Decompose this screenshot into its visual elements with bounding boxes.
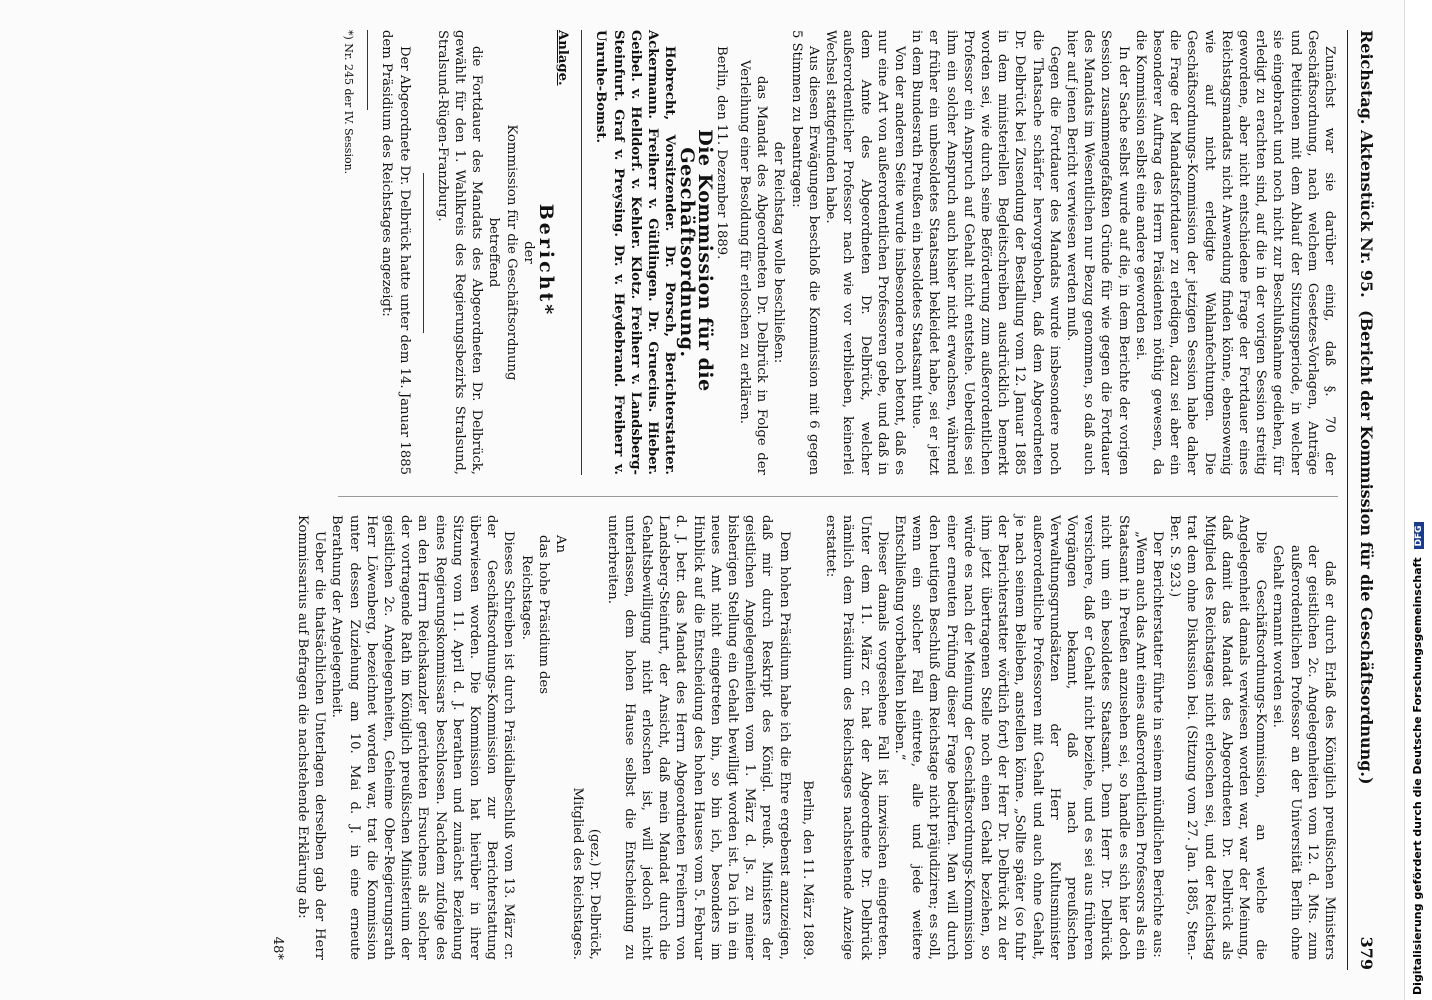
address-line: das hohe Präsidium des	[535, 535, 551, 695]
header-left: Reichstag. Aktenstück Nr. 95.	[1357, 30, 1376, 298]
quoted-notice: daß er durch Erlaß des Königlich preußischen Ministers der geistlichen 2c. Angelegenheiten vom 12. d. Mts. zum außerordentlichen Professor an der Universität Berlin ohne Gehalt ernannt worden sei.	[1270, 545, 1337, 960]
page-number: 379	[1357, 936, 1376, 970]
digitization-sidebar	[1404, 0, 1432, 1000]
signature-title: Mitglied des Reichstages.	[570, 787, 586, 960]
right-column	[269, 515, 1338, 960]
anlage-label: Anlage.	[555, 30, 571, 86]
sheet-mark: 48*	[269, 936, 285, 960]
paragraph: Dieses Schreiben ist durch Präsidialbeschluß vom 13. März cr. der Geschäftsordnungs-Kommission zur Berichterstattung überwiesen worden. Die Kommission hat hierüber in ihrer Sitzung vom 11. April d. J. berathen und zunächst Beziehung eines Regierungskommissars beschlossen. Nachdem zufolge des an den Herrn Reichskanzler gerichteten Ersuchens als solcher der vortragende Rath im Königlich preußischen Ministerium der geistlichen 2c. Angelegenheiten, Geheime Ober-Regierungsrath Herr Löwenberg, bezeichnet worden war, trat die Kommission unter dessen Zuziehung am 10. Mai d. J. in eine erneute Berathung der Angelegenheit.	[329, 515, 517, 960]
left-column	[340, 30, 1338, 475]
report-commission: Kommission für die Geschäftsordnung	[503, 124, 519, 381]
report-title: Bericht*	[535, 203, 558, 318]
section-rule	[423, 173, 424, 333]
paragraph: Dieser damals vorgesehene Fall ist inzwischen eingetreten. Unter dem 11. März cr. hat der Abgeordnete Dr. Delbrück nämlich dem Präsidium des Reichstages nachstehende Anzeige erstattet:	[823, 515, 890, 960]
report-der: der	[520, 241, 536, 264]
header-rule	[1347, 30, 1348, 970]
footnote-rule	[367, 30, 368, 110]
dfg-logo: DFG	[1414, 522, 1424, 549]
paragraph: die Fortdauer des Mandats des Abgeordneten Dr. Delbrück, gewählt für den 1. Wahlkreis des Regierungsbezirks Stralsund, Stralsund-Rügen-Franzburg.	[434, 30, 485, 475]
address-an: An	[553, 535, 569, 554]
paragraph: Gegen die Fortdauer des Mandats wurde insbesondere noch die Thatsache schärfer hervorgehoben, daß dem Abgeordneten Dr. Delbrück bei Zusendung der Bestallung vom 12. Januar 1885 in dem ministeriellen Begleitschreiben ausdrücklich bemerkt worden sei, wie durch seine Beförderung zum außerordentlichen Professor ein Anspruch auf Gehalt nicht entstehe. Ueberdies sei ihm ein solcher Anspruch auch bisher nicht erwachsen, während er früher ein unbesoldetes Staatsamt bekleidet habe, sei er jetzt in dem Bundesrath Preußen ein besoldetes Staatsamt thue.	[909, 30, 1062, 475]
column-divider	[338, 496, 1338, 497]
motion-text: das Mandat des Abgeordneten Dr. Delbrück in Folge der Verleihung einer Besoldung für erloschen zu erklären.	[737, 60, 770, 475]
address-line: Reichstages.	[518, 555, 534, 640]
page-header	[1350, 30, 1380, 970]
paragraph: „Wenn auch das Amt eines außerordentlichen Professors als ein Staatsamt in Preußen anzusehen sei, so handle es sich hier doch nicht um ein besoldetes Staatsamt. Denn Herr Dr. Delbrück versichere, daß er Gehalt nicht beziehe, und es sei aus früheren Vorgängen bekannt, daß nach preußischen Verwaltungsgrundsätzen der Herr Kultusminister außerordentliche Professoren mit Gehalt und auch ohne Gehalt, je nach seinem Belieben, anstellen könne. „Sollte später (so fuhr der Berichterstatter wörtlich fort) der Herr Dr. Delbrück zu der ihm jetzt übertragenen Stelle noch einen Gehalt beziehen, so würde es nach der Meinung der Geschäftsordnungs-Kommission einer erneuten Prüfung dieser Frage bedürfen. Man will durch den heutigen Beschluß dem Reichstage nicht präjudiziren; es soll, wenn ein solcher Fall eintrete, alle und jede weitere Entschließung vorbehalten bleiben.“	[891, 515, 1148, 960]
paragraph: Der Berichterstatter führte in seinem mündlichen Berichte aus:	[1149, 531, 1165, 958]
paragraph: In der Sache selbst wurde auf die, in dem Berichte der vorigen Session zusammengefaßten Gründe für wie gegen die Fortdauer des Mandats im Wesentlichen nur Bezug genommen, so daß auch hier auf jenen Bericht verwiesen werden muß.	[1063, 30, 1131, 475]
paragraph: Die Geschäftsordnungs-Kommission, an welche die Angelegenheit damals verwiesen worden war, war der Meinung, daß damit das Mandat des Abgeordneten Dr. Delbrück als Mitglied des Reichstages nicht erloschen sei, und der Reichstag trat dem ohne Diskussion bei. (Sitzung vom 27. Jan. 1885, Sten.-Ber. S. 923.)	[1167, 515, 1269, 960]
paragraph: Zunächst war sie darüber einig, daß §. 70 der Geschäftsordnung, nach welchem Gesetzes-Vorlagen, Anträge und Petitionen mit dem Ablauf der Sitzungsperiode, in welcher sie eingebracht und noch nicht zur Beschlußnahme gediehen, für erledigt zu erachten sind, auf die in der vorigen Session streitig gewordene, aber nicht entschiedene Frage der Fortdauer eines Reichstagsmandats nicht Anwendung finden könne, ebensowenig wie auf nicht erledigte Wahlanfechtungen. Die Geschäftsordnungs-Kommission der jetzigen Session habe daher die Frage der Mandatsfortdauer zu erledigen, dazu sei aber ein besonderer Auftrag des Herrn Präsidenten nöthig gewesen, da die Kommission selbst eine andere geworden sei.	[1132, 30, 1337, 475]
section-rule	[581, 30, 582, 475]
member-list: Hobrecht, Vorsitzender. Dr. Porsch, Berichterstatter. Ackermann. Freiherr v. Gültlingen. Dr. Gruecius. Hieber. Geibel. v. Helldorf. v. Kehler. Klotz. Freiherr v. Landsberg-Steinfurt. Graf v. Preysing. Dr. v. Heydebrand. Freiherr v. Unruhe-Bomst.	[593, 30, 678, 475]
report-betreffend: betreffend	[486, 217, 502, 288]
sidebar-credit-text: Digitalisierung gefördert durch die Deutsche Forschungsgemeinschaft	[1411, 557, 1424, 995]
sidebar-credit	[1411, 522, 1424, 995]
paragraph: der Reichstag wolle beschließen:	[771, 141, 787, 364]
date-line: Berlin, den 11. März 1889.	[799, 780, 815, 960]
header-center: (Bericht der Kommission für die Geschäftsordnung.)	[1357, 310, 1376, 785]
commission-title: Die Kommission für die Geschäftsordnung.	[676, 129, 716, 392]
paragraph: Der Abgeordnete Dr. Delbrück hatte unter dem 14. Januar 1885 dem Präsidium des Reichstages angezeigt:	[379, 30, 412, 475]
signature-line: (gez.) Dr. Delbrück,	[587, 828, 603, 960]
paragraph: Von der anderen Seite wurde insbesondere noch betont, daß es nur eine Art von außerordentlichen Professoren gebe, und daß in dem Amte des Abgeordneten Dr. Delbrück, welcher außerordentlicher Professor nach wie vor verblieben, keinerlei Wechsel stattgefunden habe.	[823, 30, 907, 475]
paragraph: Ueber die thatsächlichen Unterlagen derselben gab der Herr Kommissarius auf Befragen die nachstehende Erklärung ab:	[295, 515, 328, 960]
footnote: *) Nr. 245 der IV. Session.	[342, 30, 356, 175]
letter-body: Dem hohen Präsidium habe ich die Ehre ergebenst anzuzeigen, daß mir durch Reskript des Königl. preuß. Ministers der geistlichen Angelegenheiten vom 1. März d. Js. zu meiner bisherigen Stellung ein Gehalt bewilligt worden ist. Da ich in ein neues Amt nicht eingetreten bin, so bin ich, besonders im Hinblick auf die Entscheidung des hohen Hauses vom 5. Februar d. J. betr. das Mandat des Herrn Abgeordneten Freiherrn von Landsberg-Steinfurt, der Ansicht, daß mein Mandat durch die Gehaltsbewilligung nicht erloschen ist, will jedoch nicht unterlassen, dem hohen Hause selbst die Entscheidung zu unterbreiten.	[604, 515, 792, 960]
date-line: Berlin, den 11. Dezember 1889.	[713, 46, 729, 260]
paragraph: Aus diesen Erwägungen beschloß die Kommission mit 6 gegen 5 Stimmen zu beantragen:	[788, 30, 821, 475]
